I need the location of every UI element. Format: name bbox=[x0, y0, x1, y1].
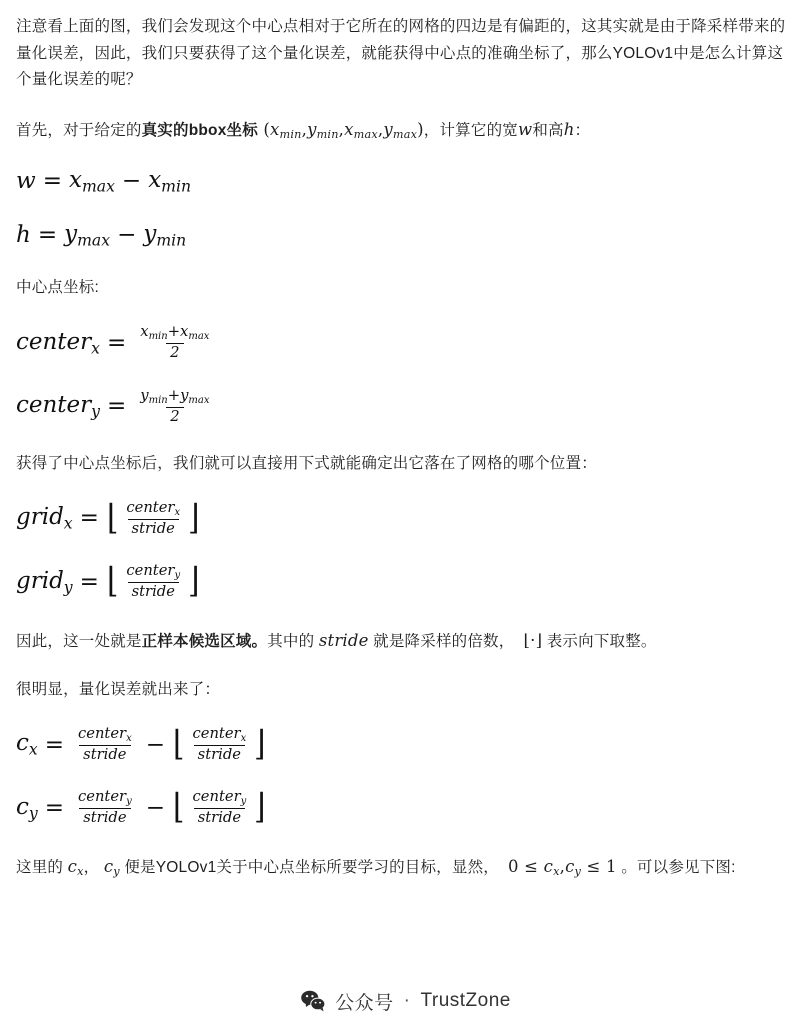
footer-separator: · bbox=[403, 990, 411, 1011]
text-bbox-bold: 真实的bbox坐标 bbox=[141, 121, 258, 139]
equation-grid-y: grid$_y$ = ⌊ $\frac{center_y}{\text{stride}}$ ⌋ bbox=[16, 561, 200, 602]
paragraph-positive-region bbox=[16, 627, 795, 656]
equation-width: w = $x_{max}$ − $x_{min}$ bbox=[16, 166, 192, 195]
equation-grid-x: grid$_x$ = ⌊ $\frac{center_x}{\text{stride}}$ ⌋ bbox=[16, 497, 200, 538]
math-range: $0 \le c_x,c_y \le 1$ bbox=[508, 856, 617, 879]
text-colon: ： bbox=[574, 121, 591, 139]
math-bbox-coords: $(x_{min},y_{min},x_{max},y_{max})$ bbox=[263, 119, 424, 142]
text-given-prefix: 首先，对于给定的 bbox=[16, 121, 142, 139]
equation-cy: $c_y$ = $\frac{center_y}{\text{stride}}$ − ⌊ $\frac{center_y}{\text{stride}}$ ⌋ bbox=[16, 787, 266, 828]
text-comma: ， bbox=[83, 858, 100, 876]
text-see-figure: 。可以参见下图: bbox=[621, 858, 736, 876]
text-target-desc: 便是YOLOv1关于中心点坐标所要学习的目标，显然， bbox=[124, 858, 499, 876]
text-where: 其中的 bbox=[267, 632, 315, 650]
equation-center-x: center$_x$ = $\frac{x_{min}+x_{max}}{2}$ bbox=[16, 323, 210, 362]
math-stride-symbol: stride bbox=[318, 630, 369, 650]
paragraph-quantization-error: 很明显，量化误差就出来了： bbox=[16, 681, 221, 699]
footer-brand: TrustZone bbox=[420, 990, 511, 1011]
text-downsample-factor: 就是降采样的倍数， bbox=[373, 632, 515, 650]
text-compute-width: ，计算它的宽 bbox=[423, 121, 518, 139]
footer-inner bbox=[300, 988, 511, 1015]
paragraph-bbox-intro bbox=[16, 116, 795, 145]
text-floor-meaning: 表示向下取整。 bbox=[546, 632, 657, 650]
math-cy-symbol: $c_y$ bbox=[103, 856, 120, 879]
math-h-symbol: h bbox=[563, 119, 575, 139]
footer-account-label: 公众号 bbox=[335, 992, 394, 1014]
text-positive-bold: 正样本候选区域。 bbox=[141, 632, 268, 650]
paragraph-intro: 注意看上面的图，我们会发现这个中心点相对于它所在的网格的四边是有偏距的，这其实就是由于降采样带来的量化误差，因此，我们只要获得了这个量化误差，就能获得中心点的准确坐标了，那么YOLOv1中是怎么计算这个量化误差的呢？ bbox=[16, 18, 786, 89]
text-compute-height: 和高 bbox=[532, 121, 564, 139]
math-w-symbol: w bbox=[517, 119, 533, 139]
text-therefore: 因此，这一处就是 bbox=[16, 632, 142, 650]
paragraph-learning-target bbox=[16, 853, 795, 882]
paragraph-grid-intro: 获得了中心点坐标后，我们就可以直接用下式就能确定出它落在了网格的哪个位置： bbox=[16, 455, 597, 472]
equation-cx: $c_x$ = $\frac{center_x}{\text{stride}}$ − ⌊ $\frac{center_x}{\text{stride}}$ ⌋ bbox=[16, 723, 266, 764]
equation-center-y: center$_y$ = $\frac{y_{min}+y_{max}}{2}$ bbox=[16, 386, 210, 425]
footer-watermark bbox=[0, 978, 811, 1024]
text-here-prefix: 这里的 bbox=[16, 858, 64, 876]
math-cx-symbol: $c_x$ bbox=[67, 856, 84, 879]
equation-height: h = $y_{max}$ − $y_{min}$ bbox=[16, 221, 187, 250]
paragraph-center-label: 中心点坐标: bbox=[16, 279, 100, 297]
wechat-icon bbox=[300, 988, 326, 1014]
math-floor-symbol: ⌊·⌋ bbox=[523, 630, 543, 650]
